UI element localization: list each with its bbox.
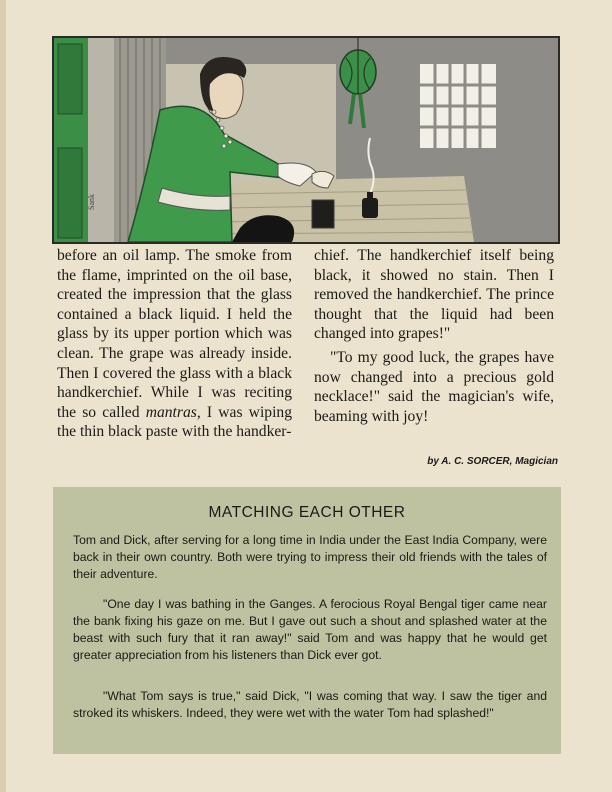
window-grid [420, 64, 496, 148]
story-right-column [314, 246, 554, 426]
story-left-column [57, 246, 292, 442]
story-right-paragraph-1: chief. The handkerchief itself being black, it showed no stain. Then I removed the handkerchief. The prince thought that the liquid had been changed into grapes!" [314, 247, 554, 343]
page-edge [0, 0, 6, 792]
svg-text:Sank: Sank [87, 194, 96, 210]
box-paragraph-2: "One day I was bathing in the Ganges. A ferocious Royal Bengal tiger came near the bank fixing his gaze on me. But I gave out such a shout and splashed water at the beast with such fury that it ran away!" said Tom and was happy that he would get greater appreciation from his listeners than Dick ever got. [73, 597, 547, 662]
story-text-run: before an oil lamp. The smoke from the flame, imprinted on the oil base, created the impression that the glass contained a black liquid. I held the glass by its upper portion which was clean. The grape was already inside. Then I covered the glass with a black handkerchief. While I was reciting the so called [57, 247, 292, 421]
story-illustration [52, 36, 560, 244]
story-left-paragraph [57, 246, 292, 442]
box-paragraph-3: "What Tom says is true," said Dick, "I was coming that way. I saw the tiger and stroked its whiskers. Indeed, they were wet with the water Tom had splashed!" [73, 689, 547, 720]
story-text-run: , I was wiping the thin black paste with the handker- [57, 403, 293, 441]
story-right-paragraph-2: "To my good luck, the grapes have now changed into a precious gold necklace!" said the magician's wife, beaming with joy! [314, 348, 554, 425]
story-byline: by A. C. SORCER, Magician [427, 456, 558, 467]
box-paragraph-1: Tom and Dick, after serving for a long time in India under the East India Company, were back in their own country. Both were trying to impress their old friends with the tales of their adventure. [73, 533, 547, 581]
story-italic-word: mantras [145, 403, 197, 421]
box-title: MATCHING EACH OTHER [208, 504, 406, 521]
magician-scene-drawing [54, 38, 558, 242]
matching-each-other-box [53, 487, 561, 754]
